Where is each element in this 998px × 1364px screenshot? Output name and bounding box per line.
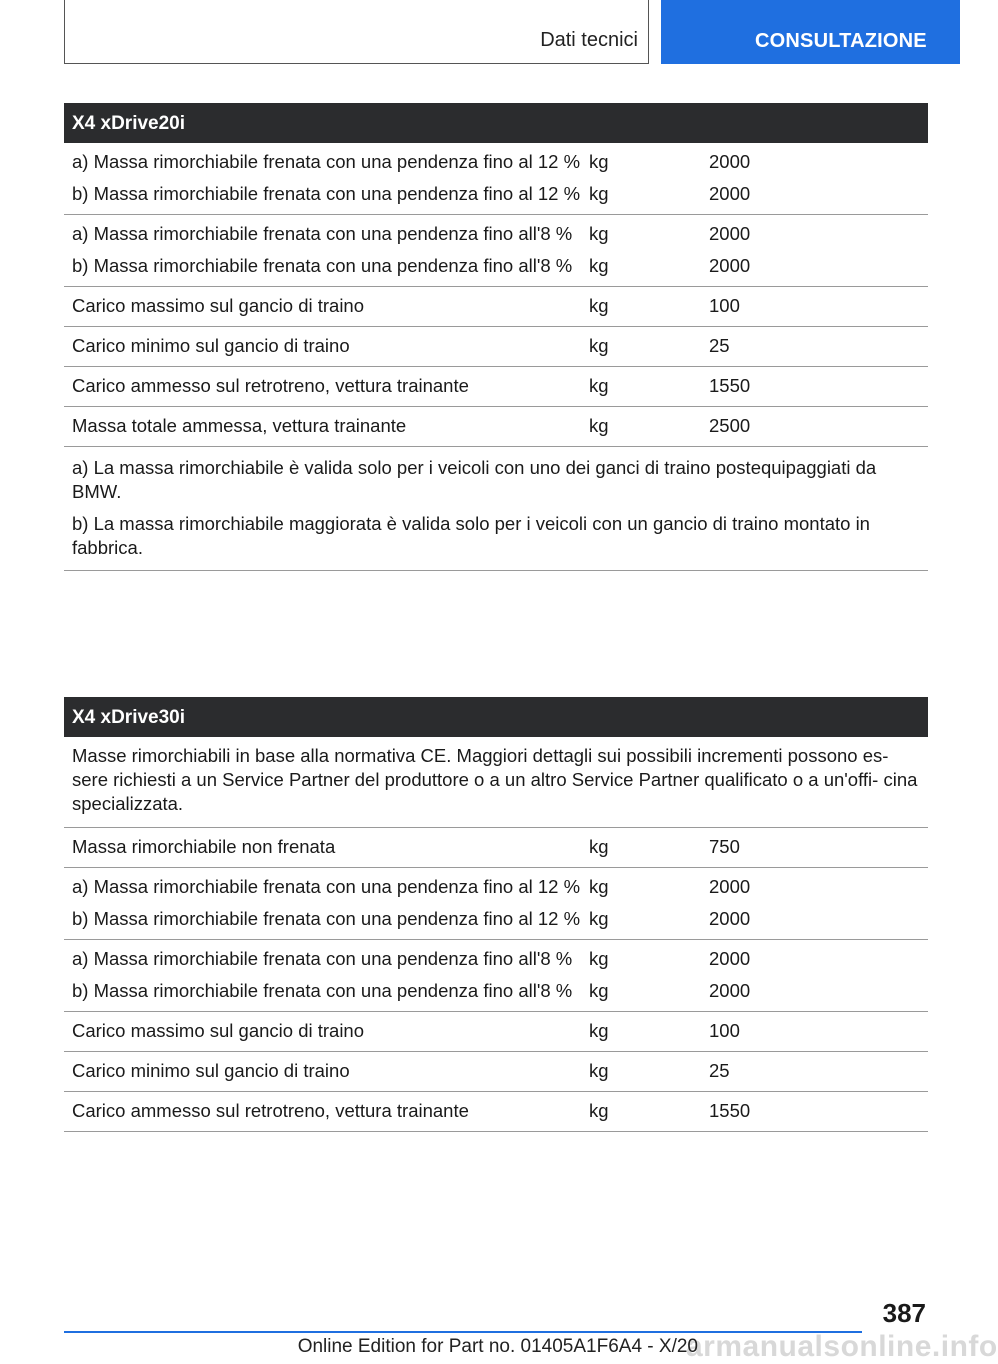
row-value-line: 2500 — [709, 415, 751, 436]
row-unit-line: kg — [589, 876, 609, 897]
page-number: 387 — [882, 1298, 926, 1328]
table-body — [64, 143, 928, 447]
row-value — [709, 835, 928, 859]
row-value-line: 2000 — [709, 908, 751, 929]
table-row — [64, 1012, 928, 1052]
row-description-line: a) Massa rimorchiabile frenata con una pendenza fino all'8 % — [72, 948, 573, 969]
row-unit-line: kg — [589, 183, 609, 204]
row-unit — [589, 1019, 709, 1043]
row-description-line: Carico minimo sul gancio di traino — [72, 335, 350, 356]
row-description-line: Carico massimo sul gancio di traino — [72, 295, 365, 316]
row-value — [709, 374, 928, 398]
row-value-line: 1550 — [709, 375, 751, 396]
table-row — [64, 1092, 928, 1132]
table-notes — [64, 447, 928, 571]
row-description-line: a) Massa rimorchiabile frenata con una pendenza fino all'8 % — [72, 223, 573, 244]
table-row — [64, 327, 928, 367]
row-unit — [589, 835, 709, 859]
row-description-line: b) Massa rimorchiabile frenata con una pendenza fino all'8 % — [72, 255, 573, 276]
section-title: Dati tecnici — [540, 29, 638, 51]
row-description — [64, 294, 589, 318]
table-row — [64, 367, 928, 407]
row-description-line: Carico ammesso sul retrotreno, vettura trainante — [72, 375, 469, 396]
row-unit — [589, 222, 709, 278]
row-unit-line: kg — [589, 980, 609, 1001]
table-intro: Masse rimorchiabili in base alla normativa CE. Maggiori dettagli sui possibili incrementi possono es- sere richiesti a un Service Partner del produttore o a un altro Service Partner qualificato o a un'offi- cina specializzata. — [64, 737, 928, 828]
row-value — [709, 294, 928, 318]
table-row — [64, 1052, 928, 1092]
row-value-line: 2000 — [709, 223, 751, 244]
row-description-line: Carico ammesso sul retrotreno, vettura trainante — [72, 1100, 469, 1121]
row-value-line: 100 — [709, 1020, 740, 1041]
row-unit-line: kg — [589, 1020, 609, 1041]
row-unit-line: kg — [589, 1060, 609, 1081]
row-unit — [589, 374, 709, 398]
row-description — [64, 875, 589, 931]
row-value — [709, 414, 928, 438]
row-unit — [589, 294, 709, 318]
table-title: X4 xDrive20i — [64, 103, 928, 143]
row-description-line: Carico massimo sul gancio di traino — [72, 1020, 365, 1041]
spec-table-xdrive30i — [64, 697, 928, 1132]
note-b: b) La massa rimorchiabile maggiorata è valida solo per i veicoli con un gancio di traino montato in fabbrica. — [72, 513, 870, 558]
row-description — [64, 414, 589, 438]
row-description-line: a) Massa rimorchiabile frenata con una pendenza fino al 12 % — [72, 876, 581, 897]
row-description-line: Carico minimo sul gancio di traino — [72, 1060, 350, 1081]
row-description — [64, 150, 589, 206]
row-value-line: 1550 — [709, 1100, 751, 1121]
table-row — [64, 215, 928, 287]
row-unit-line: kg — [589, 295, 609, 316]
row-description-line: b) Massa rimorchiabile frenata con una pendenza fino al 12 % — [72, 908, 581, 929]
row-value-line: 2000 — [709, 183, 751, 204]
row-value-line: 2000 — [709, 980, 751, 1001]
row-unit-line: kg — [589, 255, 609, 276]
edition-note: Online Edition for Part no. 01405A1F6A4 - X/20 — [297, 1336, 698, 1357]
row-description — [64, 222, 589, 278]
row-value — [709, 334, 928, 358]
row-value-line: 750 — [709, 836, 740, 857]
row-value-line: 2000 — [709, 948, 751, 969]
row-description-line: Massa totale ammessa, vettura trainante — [72, 415, 407, 436]
row-value-line: 2000 — [709, 255, 751, 276]
table-row — [64, 143, 928, 215]
table-row — [64, 940, 928, 1012]
row-unit-line: kg — [589, 948, 609, 969]
row-description-line: Massa rimorchiabile non frenata — [72, 836, 336, 857]
row-value-line: 2000 — [709, 151, 751, 172]
note-a: a) La massa rimorchiabile è valida solo per i veicoli con uno dei ganci di traino postequipaggiati da BMW. — [72, 457, 877, 502]
row-unit — [589, 947, 709, 1003]
row-description — [64, 835, 589, 859]
row-unit-line: kg — [589, 415, 609, 436]
consultazione-tab[interactable] — [661, 0, 960, 64]
table-row — [64, 868, 928, 940]
row-value — [709, 875, 928, 931]
row-unit-line: kg — [589, 908, 609, 929]
row-unit-line: kg — [589, 375, 609, 396]
row-unit — [589, 875, 709, 931]
row-description-line: a) Massa rimorchiabile frenata con una pendenza fino al 12 % — [72, 151, 581, 172]
row-value — [709, 1019, 928, 1043]
table-body — [64, 828, 928, 1132]
row-unit — [589, 414, 709, 438]
row-description — [64, 1019, 589, 1043]
row-unit — [589, 334, 709, 358]
row-value-line: 100 — [709, 295, 740, 316]
row-description — [64, 947, 589, 1003]
tab-label: CONSULTAZIONE — [755, 30, 927, 52]
table-row — [64, 828, 928, 868]
row-description — [64, 334, 589, 358]
row-unit-line: kg — [589, 836, 609, 857]
row-description-line: b) Massa rimorchiabile frenata con una pendenza fino al 12 % — [72, 183, 581, 204]
row-value-line: 2000 — [709, 876, 751, 897]
row-value — [709, 222, 928, 278]
row-unit — [589, 1059, 709, 1083]
row-value-line: 25 — [709, 1060, 730, 1081]
table-row — [64, 287, 928, 327]
table-row — [64, 407, 928, 447]
row-value-line: 25 — [709, 335, 730, 356]
row-unit-line: kg — [589, 335, 609, 356]
table-title: X4 xDrive30i — [64, 697, 928, 737]
watermark: armanualsonline.info — [686, 1330, 998, 1363]
row-description-line: b) Massa rimorchiabile frenata con una pendenza fino all'8 % — [72, 980, 573, 1001]
row-description — [64, 374, 589, 398]
row-value — [709, 1099, 928, 1123]
row-unit-line: kg — [589, 223, 609, 244]
row-unit-line: kg — [589, 151, 609, 172]
row-value — [709, 150, 928, 206]
row-description — [64, 1059, 589, 1083]
row-unit-line: kg — [589, 1100, 609, 1121]
row-value — [709, 947, 928, 1003]
row-unit — [589, 150, 709, 206]
row-value — [709, 1059, 928, 1083]
row-unit — [589, 1099, 709, 1123]
spec-table-xdrive20i — [64, 103, 928, 571]
row-description — [64, 1099, 589, 1123]
